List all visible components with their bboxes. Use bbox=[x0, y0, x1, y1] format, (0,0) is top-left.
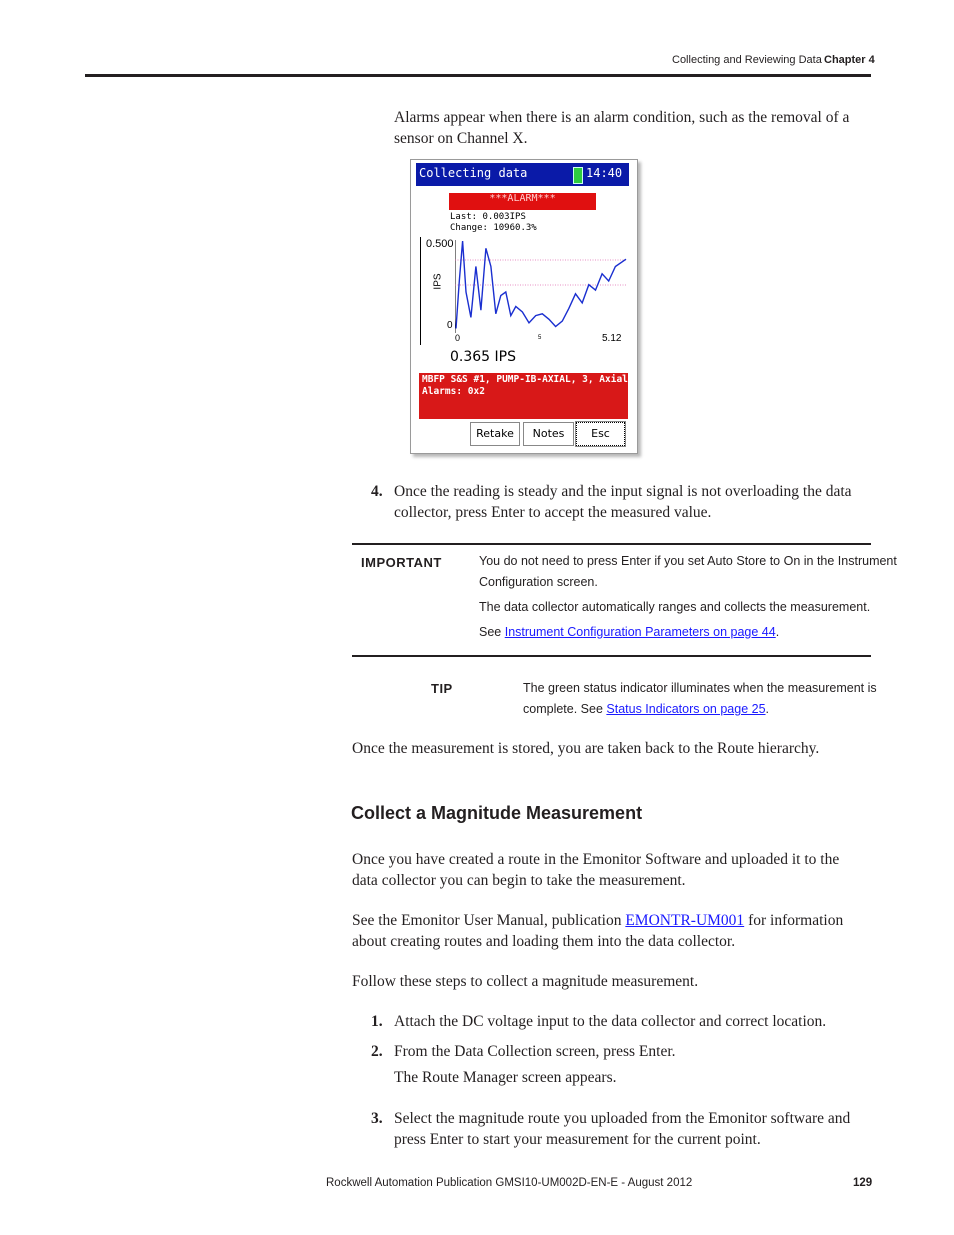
y-min-label: 0 bbox=[447, 320, 453, 331]
step-4-text bbox=[394, 482, 852, 523]
header-rule bbox=[85, 74, 871, 77]
current-reading: 0.365 IPS bbox=[450, 349, 516, 365]
important-line-3: The data collector automatically ranges and collects the measurement. bbox=[479, 600, 871, 614]
important-rule-top bbox=[352, 543, 871, 545]
important-line-1: You do not need to press Enter if you set Auto Store to On in the Instrument bbox=[479, 554, 897, 568]
footer-publication: Rockwell Automation Publication GMSI10-UM002D-EN-E - August 2012 bbox=[326, 1177, 693, 1189]
step-2-text: From the Data Collection screen, press Enter. bbox=[394, 1043, 676, 1060]
point-info-line-1: MBFP S&S #1, PUMP-IB-AXIAL, 3, Axial bbox=[422, 374, 628, 385]
y-max-label: 0.500 bbox=[426, 238, 454, 250]
running-header-chapter: Chapter 4 bbox=[824, 54, 875, 66]
intro-paragraph bbox=[394, 108, 849, 149]
step-4-number: 4. bbox=[371, 483, 383, 500]
after-tip-paragraph: Once the measurement is stored, you are taken back to the Route hierarchy. bbox=[352, 740, 820, 757]
step-3-text bbox=[394, 1109, 850, 1150]
step-1-number: 1. bbox=[371, 1013, 383, 1030]
paragraph-2-line-2: about creating routes and loading them into the data collector. bbox=[352, 932, 736, 950]
step-3-line-1: Select the magnitude route you uploaded from the Emonitor software and bbox=[394, 1110, 851, 1127]
instrument-config-link[interactable]: Instrument Configuration Parameters on page 44 bbox=[504, 625, 776, 639]
page-number: 129 bbox=[853, 1177, 873, 1189]
paragraph-2-line-1 bbox=[352, 911, 843, 932]
paragraph-1-line-1: Once you have created a route in the Emonitor Software and uploaded it to the bbox=[352, 851, 840, 868]
tip-label: TIP bbox=[431, 681, 453, 696]
important-see-line bbox=[479, 622, 897, 643]
paragraph-3: Follow these steps to collect a magnitude measurement. bbox=[352, 973, 699, 990]
step-2-number: 2. bbox=[371, 1043, 383, 1060]
tip-line-2-suffix: . bbox=[765, 702, 770, 716]
spectrum-plot bbox=[455, 240, 627, 333]
section-heading: Collect a Magnitude Measurement bbox=[351, 803, 643, 823]
step-3-line-2: press Enter to start your measurement for the current point. bbox=[394, 1130, 761, 1148]
x-max-label: 5.12 bbox=[602, 333, 622, 344]
intro-line-1: Alarms appear when there is an alarm condition, such as the removal of a bbox=[394, 109, 850, 126]
x-mid-label: 5 bbox=[538, 335, 542, 341]
paragraph-2-suffix: for information bbox=[744, 912, 844, 929]
alarm-text: ***ALARM*** bbox=[489, 193, 556, 204]
retake-button[interactable]: Retake bbox=[470, 422, 520, 446]
battery-icon bbox=[573, 167, 583, 184]
important-see-suffix: . bbox=[775, 625, 780, 639]
paragraph-1 bbox=[352, 850, 839, 891]
paragraph-2 bbox=[352, 911, 843, 952]
step-1-text: Attach the DC voltage input to the data collector and correct location. bbox=[394, 1013, 827, 1030]
step-4-line-1: Once the reading is steady and the input signal is not overloading the data bbox=[394, 483, 852, 500]
tip-body bbox=[523, 678, 877, 720]
step-3-number: 3. bbox=[371, 1110, 383, 1127]
intro-line-2: sensor on Channel X. bbox=[394, 129, 528, 147]
step-2-result: The Route Manager screen appears. bbox=[394, 1069, 617, 1086]
important-label: IMPORTANT bbox=[361, 555, 442, 570]
paragraph-2-prefix: See the Emonitor User Manual, publication bbox=[352, 912, 626, 929]
x-min-label: 0 bbox=[455, 333, 461, 343]
change-reading: Change: 10960.3% bbox=[450, 223, 537, 233]
last-reading: Last: 0.003IPS bbox=[450, 212, 526, 222]
device-title: Collecting data bbox=[419, 166, 528, 180]
emontr-um001-link[interactable]: EMONTR-UM001 bbox=[625, 912, 745, 929]
tip-line-2-prefix: complete. See bbox=[523, 702, 607, 716]
status-indicators-link[interactable]: Status Indicators on page 25 bbox=[606, 702, 766, 716]
important-rule-bottom bbox=[352, 655, 871, 657]
important-see-prefix: See bbox=[479, 625, 505, 639]
point-info-line-2: Alarms: 0x2 bbox=[422, 386, 485, 397]
y-unit-label: IPS bbox=[432, 273, 444, 290]
step-4-line-2: collector, press Enter to accept the measured value. bbox=[394, 503, 712, 521]
running-header-section: Collecting and Reviewing Data bbox=[672, 54, 822, 66]
point-info bbox=[422, 374, 628, 398]
tip-line-2 bbox=[523, 699, 877, 720]
device-time: 14:40 bbox=[586, 166, 623, 180]
notes-button[interactable]: Notes bbox=[523, 422, 574, 446]
important-line-2: Configuration screen. bbox=[479, 575, 598, 589]
important-body bbox=[479, 551, 897, 643]
esc-button[interactable]: Esc bbox=[576, 422, 625, 446]
paragraph-1-line-2: data collector you can begin to take the measurement. bbox=[352, 871, 686, 889]
tip-line-1: The green status indicator illuminates when the measurement is bbox=[523, 681, 877, 695]
